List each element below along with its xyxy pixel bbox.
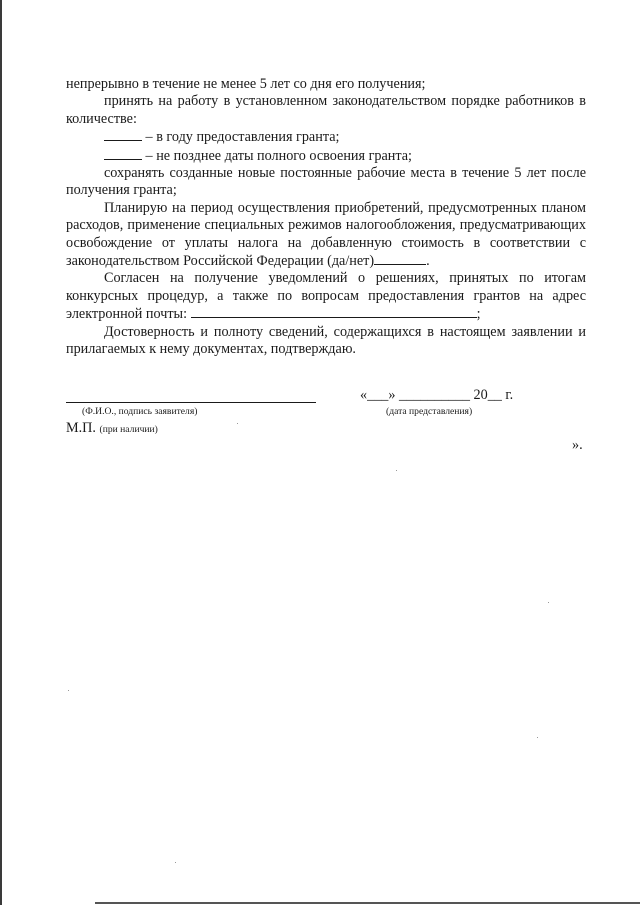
tax-regime-end: . (426, 253, 430, 270)
workers-full-use-label: – не позднее даты полного освоения гранта; (142, 147, 412, 164)
scan-speck (68, 690, 69, 691)
stamp-note: (при наличии) (99, 424, 158, 435)
stamp-place (66, 420, 158, 437)
closing-quote: ». (572, 437, 583, 453)
scan-bottom-edge (95, 902, 640, 904)
date-caption: (дата представления) (386, 406, 473, 417)
document-body (66, 76, 586, 359)
paragraph-tax-regime (66, 200, 586, 271)
paragraph-confirmation: Достоверность и полноту сведений, содержащихся в настоящем заявлении и прилагаемых к нему документах, подтверждаю. (66, 323, 586, 358)
blank-field-workers-grant-year[interactable] (104, 128, 142, 141)
paragraph-hire-workers: принять на работу в установленном законодательством порядке работников в количестве: (66, 93, 586, 127)
blank-field-yes-no[interactable] (374, 252, 426, 265)
signature-caption: (Ф.И.О., подпись заявителя) (82, 406, 198, 417)
paragraph-keep-jobs: сохранять созданные новые постоянные рабочие места в течение 5 лет после получения гранта; (66, 165, 586, 199)
blank-field-workers-full-use[interactable] (104, 147, 142, 160)
paragraph-workers-grant-year (66, 128, 586, 146)
paragraph-notifications (66, 270, 586, 323)
scan-speck (548, 602, 549, 603)
notifications-end: ; (476, 306, 481, 323)
paragraph-continuation: непрерывно в течение не менее 5 лет со дня его получения; (66, 76, 426, 92)
scan-left-edge (0, 0, 2, 905)
signature-line[interactable] (66, 402, 316, 403)
notifications-text: Согласен на получение уведомлений о решениях, принятых по итогам конкурсных процедур, а также по вопросам предоставления грантов на адрес электронной почты: (66, 270, 586, 323)
scan-speck (175, 862, 176, 863)
paragraph-workers-full-use (66, 147, 586, 165)
scan-speck (237, 423, 238, 424)
date-field[interactable]: «___» __________ 20__ г. (360, 387, 514, 403)
tax-regime-text: Планирую на период осуществления приобретений, предусмотренных планом расходов, применение специальных режимов налогообложения, предусматривающих освобождение от уплаты налога на добавленную стоимость в соответствии с законодательством Российской Федерации (да/нет) (66, 199, 586, 270)
stamp-label: М.П. (66, 420, 96, 436)
scan-speck (537, 737, 538, 738)
workers-grant-year-label: – в году предоставления гранта; (142, 129, 340, 146)
blank-field-email[interactable] (191, 305, 477, 318)
scan-speck (396, 470, 397, 471)
